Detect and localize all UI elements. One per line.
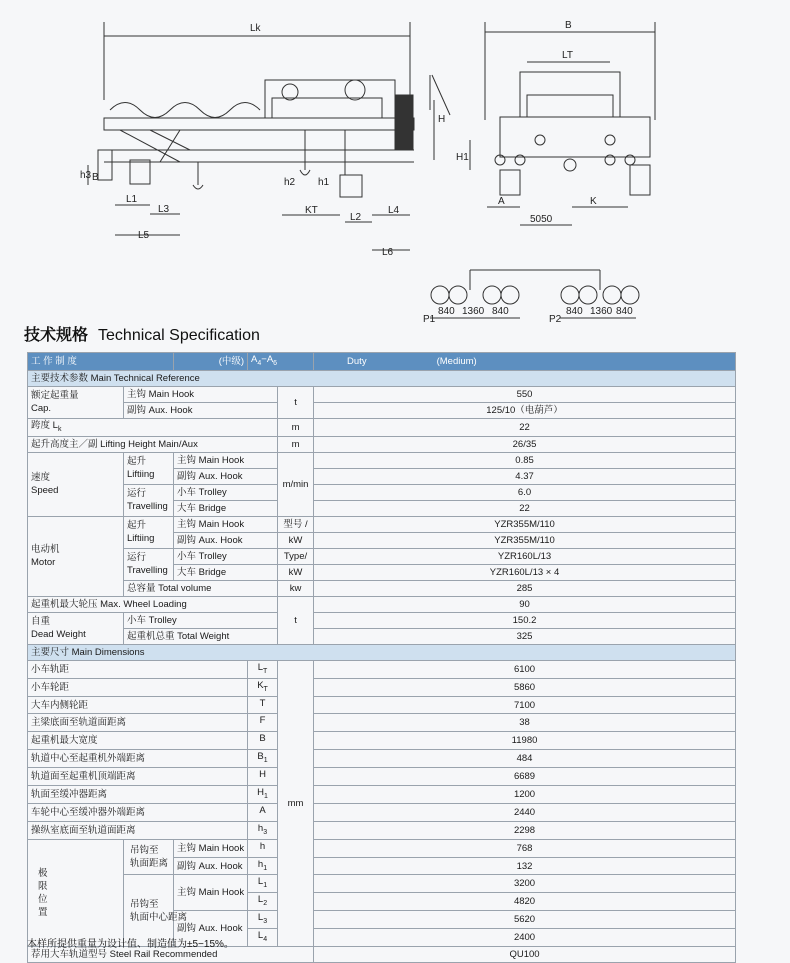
table-row: 起重机最大轮压 Max. Wheel Loading t 90	[28, 596, 736, 612]
table-row: 大车 Bridge 22	[28, 500, 736, 516]
table-row: 副钩 Aux. Hook 4.37	[28, 468, 736, 484]
table-row: 电动机 Motor 起升 Liftiing 主钩 Main Hook 型号 / YZR355M/110	[28, 516, 736, 532]
dim-h1-right: H1	[456, 152, 469, 163]
speed-label: 速度 Speed	[28, 452, 124, 516]
table-row: 大车内侧轮距 T 7100	[28, 696, 736, 714]
table-row: 起升高度主／副 Lifting Height Main/Aux m 26/35	[28, 436, 736, 452]
table-row: 起重机总重 Total Weight 325	[28, 628, 736, 644]
table-row: 额定起重量 Cap. 主钩 Main Hook t 550	[28, 386, 736, 402]
table-row: 车轮中心至缓冲器外端距离 A 2440	[28, 803, 736, 821]
table-row: 荐用大车轨道型号 Steel Rail Recommended QU100	[28, 947, 736, 963]
wheel-d3: 840	[492, 306, 509, 317]
dim-a: A	[498, 196, 505, 207]
dim-k: K	[590, 196, 597, 207]
table-row: 主梁底面至轨道面距离 F 38	[28, 714, 736, 732]
dim-h2: h2	[284, 177, 296, 188]
dim-5050: 5050	[530, 214, 553, 225]
dim-h3: h3	[80, 170, 92, 181]
dim-l5: L5	[138, 230, 150, 241]
table-row: 轨道面至起重机顶端距离 H 6689	[28, 768, 736, 786]
crane-drawing	[0, 0, 790, 330]
dim-l3: L3	[158, 204, 170, 215]
table-row: 自重 Dead Weight 小车 Trolley 150.2	[28, 612, 736, 628]
dead-weight-label: 自重 Dead Weight	[28, 612, 124, 644]
table-row: 副钩 Aux. Hook $L_3$ 5620	[28, 911, 736, 929]
section-heading	[24, 322, 260, 345]
duty-class: $A_4-A_6$	[248, 353, 314, 371]
dim-lk: Lk	[250, 23, 261, 34]
wheel-d4: 840	[566, 306, 583, 317]
table-row: 起重机最大宽度 B 11980	[28, 732, 736, 750]
limit-label: 极 限 位 置	[28, 839, 124, 946]
table-row: 运行 Travelling 小车 Trolley Type/ YZR160L/13	[28, 548, 736, 564]
dims-unit: mm	[278, 660, 314, 946]
wheel-d2: 1360	[462, 306, 485, 317]
section-main-dimensions: 主要尺寸 Main Dimensions	[28, 644, 736, 660]
table-row: 副钩 Aux. Hook kW YZR355M/110	[28, 532, 736, 548]
table-row: $L_2$ 4820	[28, 893, 736, 911]
table-row: 跨度 $L_k$ m 22	[28, 418, 736, 436]
table-row: 吊钩至 轨面中心距离 主钩 Main Hook $L_1$ 3200	[28, 875, 736, 893]
table-row: 极 限 位 置 吊钩至 轨面距离 主钩 Main Hook h 768	[28, 839, 736, 857]
duty-grade: (中级)	[174, 353, 248, 371]
dim-b-left: B	[92, 172, 99, 183]
footnote: 本样所提供重量为设计值、制造值为±5−15%。	[27, 939, 234, 950]
table-row: 小车轮距 $K_T$ 5860	[28, 678, 736, 696]
table-row: 运行 Travelling 小车 Trolley 6.0	[28, 484, 736, 500]
dim-l6: L6	[382, 247, 394, 258]
wheel-p1: P1	[423, 314, 436, 325]
wheel-d6: 840	[616, 306, 633, 317]
span-label: 跨度 $L_k$	[28, 418, 278, 436]
table-row: 轨面至缓冲器距离 $H_1$ 1200	[28, 786, 736, 804]
wheel-d1: 840	[438, 306, 455, 317]
table-row: $L_4$ 2400	[28, 929, 736, 947]
dim-h1: h1	[318, 177, 330, 188]
table-row: 副钩 Aux. Hook 125/10（电葫芦）	[28, 402, 736, 418]
wheel-p2: P2	[549, 314, 562, 325]
heading-cn: 技术规格	[24, 327, 89, 344]
table-row: 速度 Speed 起升 Liftiing 主钩 Main Hook m/min 0.85	[28, 452, 736, 468]
dim-l4: L4	[388, 205, 400, 216]
table-row: 副钩 Aux. Hook $h_1$ 132	[28, 857, 736, 875]
wheel-d5: 1360	[590, 306, 613, 317]
cap-label: 额定起重量 Cap.	[28, 386, 124, 418]
section-main-reference: 主要技术参数 Main Technical Reference	[28, 370, 736, 386]
table-row: 总容量 Total volume kw 285	[28, 580, 736, 596]
table-row: 操纵室底面至轨道面距离 $h_3$ 2298	[28, 821, 736, 839]
table-row: 大车 Bridge kW YZR160L/13 × 4	[28, 564, 736, 580]
table-row: 轨道中心至起重机外端距离 $B_1$ 484	[28, 750, 736, 768]
dim-h: H	[438, 114, 446, 125]
duty-en: Duty (Medium)	[314, 353, 736, 371]
motor-label: 电动机 Motor	[28, 516, 124, 596]
dim-kt: KT	[305, 205, 318, 216]
dim-lt: LT	[562, 50, 573, 61]
duty-label: 工 作 制 度	[28, 353, 174, 371]
table-row: 小车轨距 $L_T$ mm 6100	[28, 660, 736, 678]
spec-table	[27, 352, 736, 963]
heading-en: Technical Specification	[98, 327, 260, 344]
dim-b-right: B	[565, 20, 572, 31]
dim-l2: L2	[350, 212, 362, 223]
dim-l1: L1	[126, 194, 138, 205]
table-header-row	[28, 353, 736, 371]
